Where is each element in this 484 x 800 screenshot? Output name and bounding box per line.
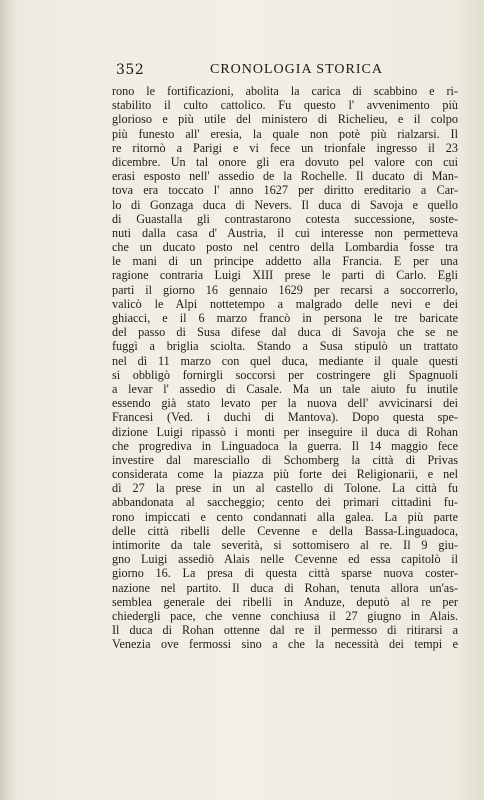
text-line: dicembre. Un tal onore gli era dovuto pel valore con cui — [112, 154, 458, 169]
text-line: partì il giorno 16 gennaio 1629 per recarsi a soccorrerlo, — [112, 282, 458, 297]
text-line: che un ducato posto nel centro della Lombardia fosse tra — [112, 240, 458, 255]
text-line: dizione Luigi ripassò i monti per inseguire il duca di Rohan — [112, 424, 458, 439]
page-gutter-shadow — [0, 0, 14, 800]
text-line: considerata come la piazza più forte dei Religionarii, e nel — [112, 467, 458, 482]
text-line: gno Luigi assediò Alais nelle Cevenne ed essa capitolò il — [112, 552, 458, 567]
text-line: giorno 16. La presa di questa città sparse nuova coster- — [112, 566, 458, 581]
text-line: ghiacci, e il 6 marzo francò in persona le tre baricate — [112, 311, 458, 325]
text-line: investire dal maresciallo di Schomberg la città di Privas — [112, 452, 458, 467]
text-line: rono le fortificazioni, abolita la carica di scabbino e ri- — [112, 84, 458, 98]
text-line: lo di Gonzaga duca di Nevers. Il duca di Savoja e quello — [112, 197, 458, 212]
text-line: Il duca di Rohan ottenne dal re il permesso di ritirarsi a — [112, 623, 458, 638]
running-title: CRONOLOGIA STORICA — [210, 62, 383, 77]
text-line: stabilito il culto cattolico. Fu questo l' avvenimento più — [112, 98, 458, 113]
text-line: nel dì 11 marzo con quel duca, mediante il quale questi — [112, 353, 458, 368]
text-line: del passo di Susa difese dal duca di Savoja che se ne — [112, 325, 458, 340]
text-line: semblea generale dei ribelli in Anduze, deputò al re per — [112, 594, 458, 609]
page-number: 352 — [116, 62, 145, 78]
text-line: essendo già stato levato per la nuova dell' avvicinarsi dei — [112, 396, 458, 411]
text-line: tova era toccato l' anno 1627 per diritto ereditario a Car- — [112, 183, 458, 198]
text-line: Francesi (Ved. i duchi di Mantova). Dopo questa spe- — [112, 410, 458, 425]
text-line: rono impiccati e cento condannati alla galea. La più parte — [112, 509, 458, 524]
text-line: intimorite da tale severità, si sottomisero al re. Il 9 giu- — [112, 538, 458, 552]
text-line: nazione nel partito. Il duca di Rohan, tenuta allora un'as- — [112, 580, 458, 595]
text-line: più funesto all' eresia, la quale non potè più rialzarsi. Il — [112, 126, 458, 141]
text-line: dì 27 la prese in un al castello di Tolone. La città fu — [112, 481, 458, 496]
text-line: re ritornò a Parigi e vi fece un trionfale ingresso il 23 — [112, 140, 458, 155]
text-line: fuggì a briglia sciolta. Stando a Susa stipulò un trattato — [112, 339, 458, 354]
text-line: ragione contraria Luigi XIII prese le parti di Carlo. Egli — [112, 268, 458, 283]
text-line: di Guastalla gli contrastarono cotesta successione, soste- — [112, 211, 458, 226]
text-line: a levar l' assedio di Casale. Ma un tale aiuto fu inutile — [112, 381, 458, 396]
text-line: glorioso e più utile del ministero di Richelieu, e il colpo — [112, 112, 458, 127]
text-line: chiedergli pace, che venne conchiusa il 27 giugno in Alais. — [112, 608, 458, 623]
page-header — [116, 62, 458, 80]
text-line: abbandonata al saccheggio; cento dei primari cittadini fu- — [112, 495, 458, 510]
body-text — [112, 84, 458, 652]
text-line: delle città ribelli delle Cevenne e della Bassa-Linguadoca, — [112, 523, 458, 538]
text-line: nuti dalla casa d' Austria, il cui interesse non permetteva — [112, 225, 458, 240]
text-line: valicò le Alpi nottetempo a malgrado delle nevi e dei — [112, 296, 458, 311]
text-line: si obbligò fornirgli soccorsi per costringere gli Spagnuoli — [112, 367, 458, 382]
text-line: erasi esposto nell' assedio de la Rochelle. Il ducato di Man- — [112, 169, 458, 184]
text-line: Venezia ove fermossi sino a che la necessità dei tempi e — [112, 637, 458, 652]
text-line: le mani di un principe addetto alla Francia. E per una — [112, 254, 458, 269]
text-line: che progrediva in Linguadoca la guerra. Il 14 maggio fece — [112, 438, 458, 453]
